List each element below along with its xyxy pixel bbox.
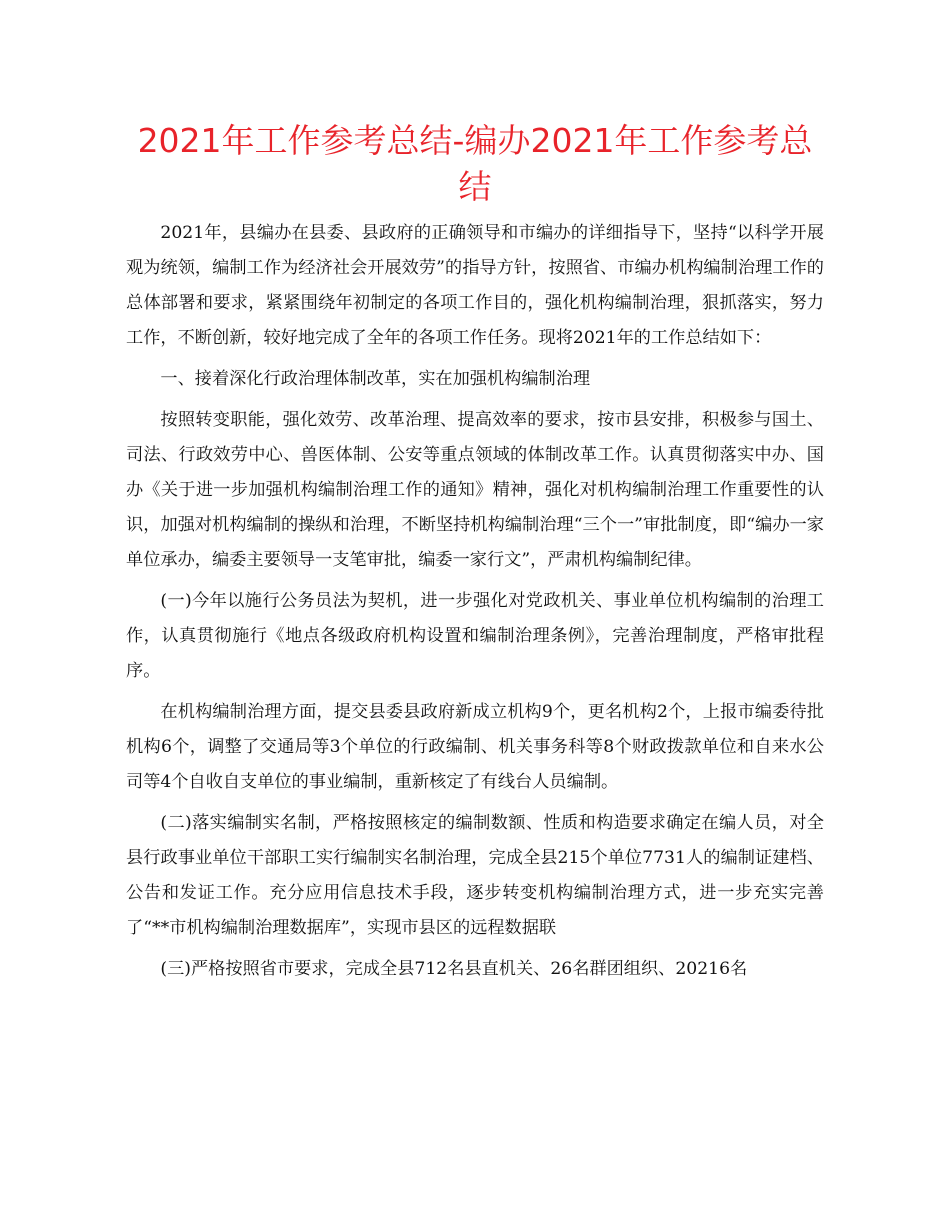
section-heading-1: 一、接着深化行政治理体制改革，实在加强机构编制治理 (160, 369, 591, 389)
paragraph-intro: 2021年，县编办在县委、县政府的正确领导和市编办的详细指导下，坚持“以科学开展观为统领，编制工作为经济社会开展效劳”的指导方针，按照省、市编办机构编制治理工作的总体部署和要求，紧紧围绕年初制定的各项工作目的，强化机构编制治理，狠抓落实，努力工作，不断创新，较好地完成了全年的各项工作任务。现将2021年的工作总结如下： (126, 223, 824, 348)
paragraph-item-3: (三)严格按照省市要求，完成全县712名县直机关、26名群团组织、20216名 (160, 959, 748, 979)
paragraph-item-2: (二)落实编制实名制，严格按照核定的编制数额、性质和构造要求确定在编人员，对全县行政事业单位干部职工实行编制实名制治理，完成全县215个单位7731人的编制证建档、公告和发证工作。充分应用信息技术手段，逐步转变机构编制治理方式，进一步充实完善了“**市机构编制治理数据库”，实现市县区的远程数据联 (126, 813, 824, 938)
paragraph-item-1: (一)今年以施行公务员法为契机，进一步强化对党政机关、事业单位机构编制的治理工作，认真贯彻施行《地点各级政府机构设置和编制治理条例》，完善治理制度，严格审批程序。 (126, 591, 824, 681)
paragraph-management: 在机构编制治理方面，提交县委县政府新成立机构9个，更名机构2个，上报市编委待批机构6个，调整了交通局等3个单位的行政编制、机关事务科等8个财政拨款单位和自来水公司等4个自收自支单位的事业编制，重新核定了有线台人员编制。 (126, 702, 824, 792)
paragraph-reform: 按照转变职能，强化效劳、改革治理、提高效率的要求，按市县安排，积极参与国土、司法、行政效劳中心、兽医体制、公安等重点领域的体制改革工作。认真贯彻落实中办、国办《关于进一步加强机构编制治理工作的通知》精神，强化对机构编制治理工作重要性的认识，加强对机构编制的操纵和治理，不断坚持机构编制治理“三个一”审批制度，即“编办一家单位承办，编委主要领导一支笔审批，编委一家行文”，严肃机构编制纪律。 (126, 410, 824, 570)
document-body (126, 216, 824, 987)
document-title: 2021年工作参考总结-编办2021年工作参考总结 (137, 121, 813, 206)
